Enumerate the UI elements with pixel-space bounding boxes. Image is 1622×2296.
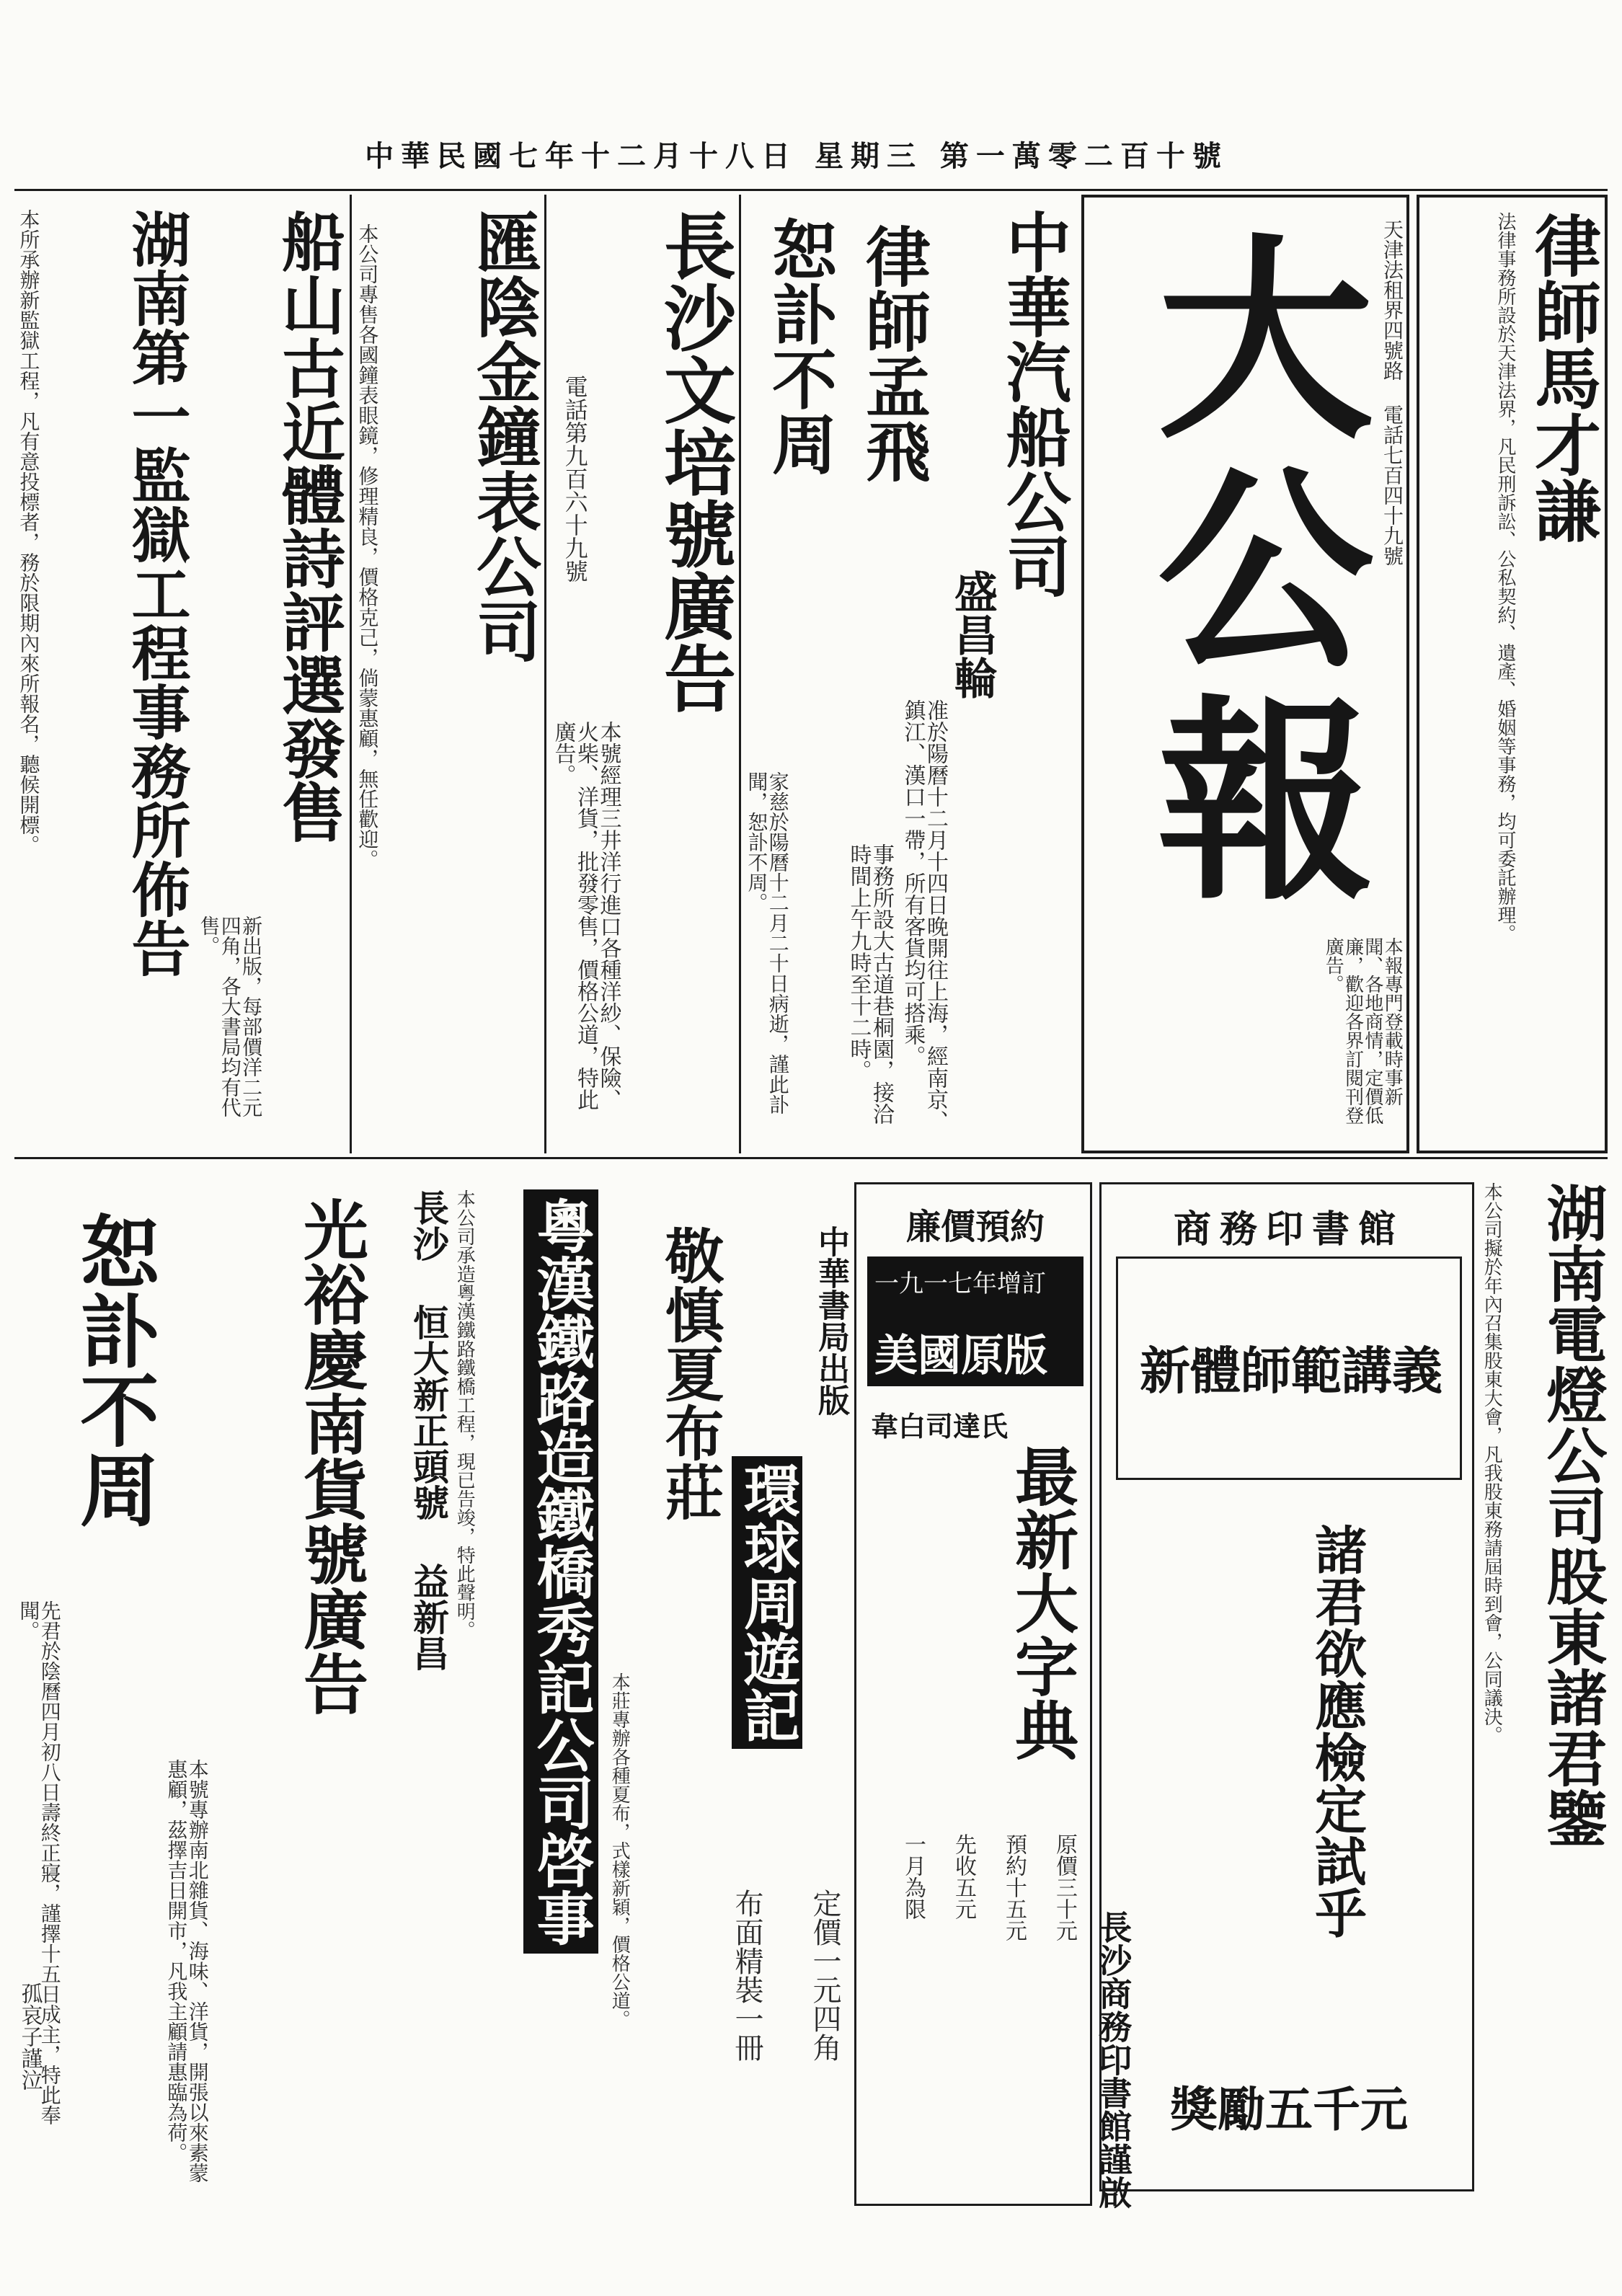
yuehan-railway-ad	[454, 1168, 606, 2206]
condolence-bottom-ad	[14, 1168, 159, 2206]
electric-light-ad	[1481, 1168, 1608, 2206]
condolence-top-ad	[743, 195, 836, 1153]
commercial-press-title: 商務印書館	[1173, 1207, 1404, 1251]
guangyu-body: 本號專辦南北雜貨、海味、洋貨，開張以來素蒙惠顧，茲擇吉日開市，凡我主顧請惠臨為荷。	[164, 1759, 210, 2183]
electric-light-title: 湖南電燈公司股東諸君鑒	[1537, 1182, 1608, 1848]
dictionary-publisher: 長沙商務印書館謹啟	[1094, 1910, 1133, 2209]
lawyer-meng-ad	[843, 195, 930, 1153]
dictionary-year: 一九一七年增訂	[874, 1269, 1046, 1298]
dictionary-ad	[854, 1182, 1092, 2206]
commercial-press-series: 新體師範講義	[1140, 1341, 1442, 1401]
commercial-press-series-box	[1116, 1256, 1462, 1480]
dictionary-label: 廉價預約	[905, 1207, 1045, 1247]
yuehan-railway-body: 本公司承造粵漢鐵路鐵橋工程，現已告竣，特此聲明。	[453, 1189, 476, 1639]
column-rule-1	[739, 195, 741, 1153]
lawyer-meng-name: 律師孟飛	[854, 223, 931, 483]
steamship-ship: 盛昌輪	[947, 569, 998, 699]
dictionary-edition: 美國原版	[874, 1331, 1047, 1381]
jingshen-title: 敬慎夏布莊	[655, 1225, 724, 1521]
changsha-wenpei-body: 本號經理三井洋行進口各種洋紗、保險、火柴、洋貨，批發零售，價格公道，特此廣告。	[550, 721, 621, 1110]
travel-book-title: 環球周遊記	[732, 1456, 802, 1749]
prison-notice-body: 本所承辦新監獄工程，凡有意投標者，務於限期內來所報名，聽候開標。	[17, 209, 41, 855]
lawyer-meng-body: 事務所設大古道巷桐園，接洽時間上午九時至十二時。	[846, 843, 894, 1125]
lawyer-ma-body: 法律事務所設於天津法界，凡民刑訴訟、公私契約、遺產、婚姻等事務，均可委託辦理。	[1494, 212, 1516, 943]
travel-book-publisher: 中華書局出版	[812, 1225, 849, 1416]
column-rule-3	[350, 195, 352, 1153]
prison-notice-title: 湖南第一監獄工程事務所佈告	[122, 209, 191, 978]
masthead-strip: 中華民國七年十二月十八日 星期三 第一萬零二百十號	[365, 139, 1228, 173]
lawyer-ma-name: 律師馬才謙	[1524, 212, 1602, 544]
huiyin-clock-title: 匯陰金鐘表公司	[465, 209, 541, 663]
huiyin-clock-ad	[353, 195, 541, 1153]
dictionary-price-original: 原價三十元	[1052, 1833, 1077, 1941]
condolence-bottom-signer: 孤哀子謹泣	[17, 1982, 43, 2091]
changsha-wenpei-title: 長沙文培號廣告	[652, 209, 737, 714]
steamship-body: 准於陽曆十二月十四日晚開往上海，經南京、鎮江、漢口一帶，所有客貨均可搭乘。	[900, 699, 948, 1132]
ship-poetry-ad	[195, 195, 346, 1153]
masthead-title: 大公報	[1121, 226, 1375, 918]
paper-big-body: 本報專門登載時事新聞、各地商情，定價低廉，歡迎各界訂閱刊登廣告。	[1322, 937, 1404, 1125]
guangyu-title: 光裕慶南貨號廣告	[292, 1197, 368, 1716]
jingshen-body: 本莊專辦各種夏布，式樣新穎，價格公道。	[608, 1672, 631, 2029]
ship-poetry-body: 新出版，每部價洋二元四角，各大書局均有代售。	[197, 916, 264, 1117]
travel-book-price: 定價一元四角	[808, 1889, 841, 2062]
travel-book-binding: 布面精裝一冊	[730, 1889, 763, 2062]
condolence-top-body: 家慈於陽曆十二月二十日病逝，謹此訃聞，恕訃不周。	[745, 771, 790, 1114]
dictionary-price-deposit: 先收五元	[951, 1833, 976, 1920]
changsha-wenpei-phone: 電話第九百六十九號	[561, 375, 589, 582]
column-rule-2	[544, 195, 546, 1153]
commercial-press-prize: 獎勵五千元	[1170, 2081, 1408, 2137]
yuehan-railway-title: 粵漢鐵路造鐵橋秀記公司啓事	[523, 1189, 598, 1954]
steamship-heading: 中華汽船公司	[995, 209, 1071, 598]
ship-poetry-title: 船山古近體詩評選發售	[272, 209, 347, 843]
commercial-press-ad	[1099, 1182, 1474, 2191]
masthead-left-column: 天津法租界四號路 電話七百四十九號	[1381, 219, 1404, 566]
dictionary-band	[867, 1256, 1083, 1386]
lawyer-ma-ad	[1417, 195, 1608, 1153]
jingshen-ad	[609, 1168, 724, 2206]
huiyin-clock-body: 本公司專售各國鐘表眼鏡，修理精良，價格克己，倘蒙惠顧，無任歡迎。	[355, 223, 380, 869]
commercial-press-heading: 諸君欲應檢定試乎	[1306, 1523, 1368, 1938]
condolence-bottom-body: 先君於陰曆四月初八日壽終正寢，謹擇十五日成主，特此奉聞。	[17, 1600, 62, 2125]
prison-notice-ad	[14, 195, 191, 1153]
masthead-rule	[14, 189, 1608, 191]
electric-light-body: 本公司擬於年內召集股東大會，凡我股東務請屆時到會，公同議決。	[1481, 1182, 1503, 1745]
guangyu-place: 長沙 恒大新正頭號 益新昌	[407, 1189, 450, 1671]
dictionary-deadline: 一月為限	[900, 1833, 926, 1920]
travel-book-ad	[728, 1168, 851, 2206]
condolence-bottom-title: 恕訃不周	[67, 1211, 160, 1528]
condolence-top-title: 恕訃不周	[761, 216, 837, 476]
changsha-wenpei-ad	[548, 195, 735, 1153]
dictionary-title: 最新大字典	[1005, 1444, 1080, 1761]
middle-rule	[14, 1157, 1608, 1159]
guangyu-ad	[162, 1168, 451, 2206]
dictionary-brand: 韋白司達氏	[871, 1410, 1009, 1442]
dictionary-price-prepay: 預約十五元	[1001, 1833, 1027, 1941]
